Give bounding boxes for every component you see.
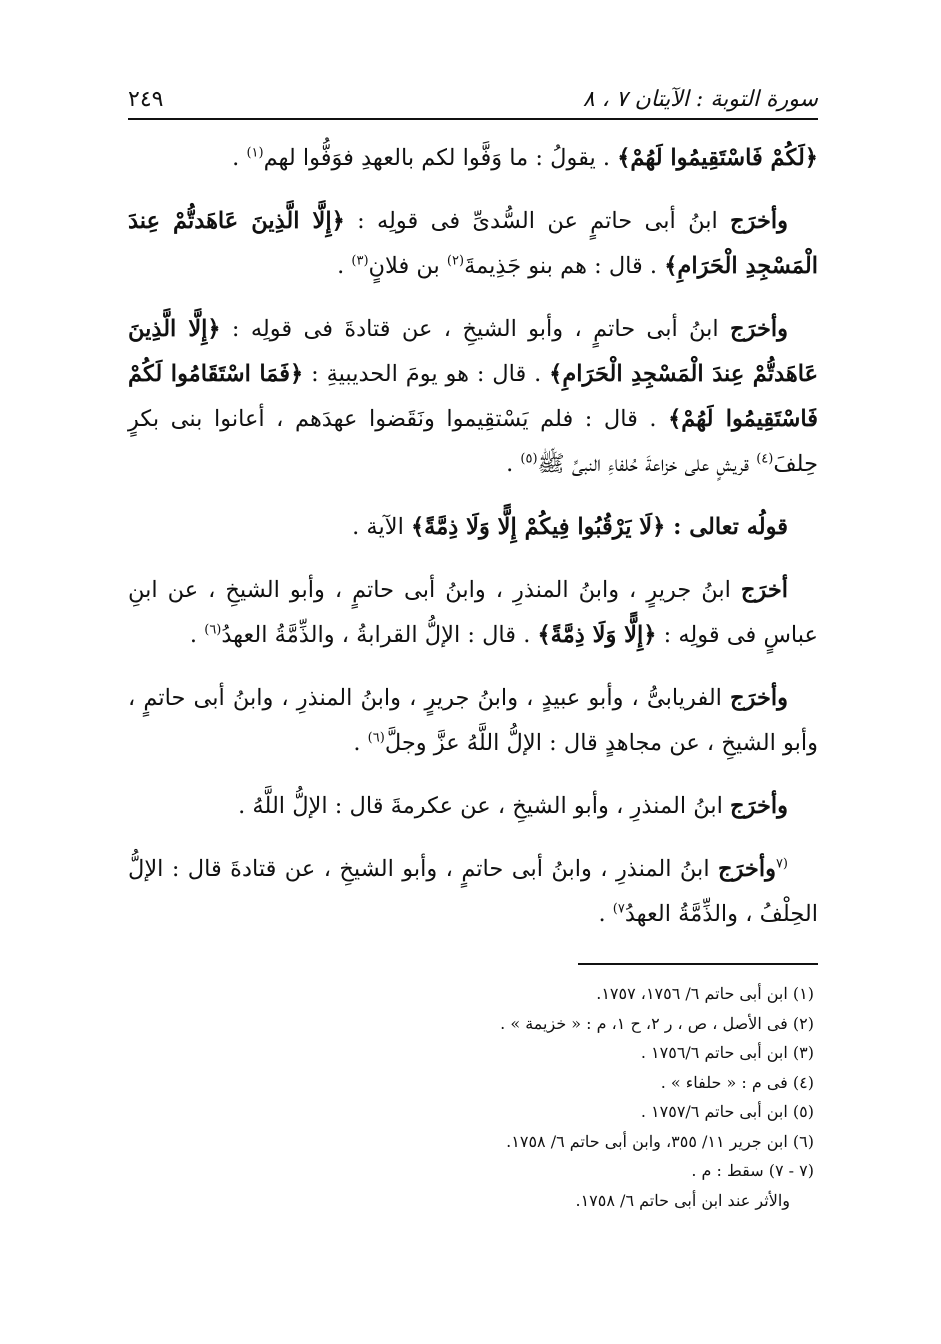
paragraph-lead: قولُه تعالى : (665, 514, 788, 540)
running-header (128, 70, 818, 112)
paragraph-end: . (506, 451, 521, 477)
footnote-ref: (٢) (446, 253, 465, 269)
footnote: (٤) فى م : « حلفاء » . (660, 1072, 814, 1092)
paragraph-text: . قال : هم بنو جَذِيمةَ (464, 253, 665, 279)
quran-verse: ﴿إِلَّا الَّذِينَ عَاهَدتُّمْ عِندَ الْمَسْجِدِ الْحَرَامِ﴾ (128, 208, 818, 279)
footnote-ref: (٦) (367, 730, 385, 746)
footnote: (٥) ابن أبى حاتم ١٧٥٧/٦ . (640, 1102, 814, 1121)
paragraph-text: . قال : الإلُّ القرابةُ ، والذِّمَّةُ العهدُ (221, 622, 538, 648)
footnote: (٦) ابن جرير ١١/ ٣٥٥، وابن أبى حاتم ٦/ ١٧٥٨. (506, 1131, 814, 1151)
footnote: (٣) ابن أبى حاتم ١٧٥٦/٦ . (640, 1043, 814, 1062)
footnote-ref: (٥) (520, 451, 538, 467)
paragraph-text: ابنُ المنذرِ ، وابنُ أبى حاتمٍ ، وأبو الشيخِ ، عن قتادةَ قال : الإلُّ الحِلْفُ ، والذِّمَّةُ العهدُ (128, 856, 818, 927)
main-text (128, 136, 818, 937)
paragraph (128, 676, 818, 766)
paragraph (128, 568, 818, 658)
footnote: (١) ابن أبى حاتم ٦/ ١٧٥٦، ١٧٥٧. (596, 984, 814, 1003)
footnote: (٧ - ٧) سقط : م . (691, 1161, 814, 1180)
quran-verse: ﴿إِلَّا الَّذِينَ عَاهَدتُّمْ عِندَ الْمَسْجِدِ الْحَرَامِ﴾ (128, 316, 818, 387)
footnote-ref: (٦) (204, 622, 222, 638)
paragraph-text: قريشٍ على خزاعةَ حُلفاءِ النبىِّ ﷺ (537, 451, 757, 477)
paragraph (128, 199, 818, 289)
paragraph-text: . يقولُ : ما وَفَّوا لكم بالعهدِ فوَفُّوا لهم (263, 145, 618, 171)
paragraph-text: ابنُ أبى حاتمٍ عن السُّدىِّ فى قولِه : (344, 208, 731, 234)
footnote: والأثر عند ابن أبى حاتم ٦/ ١٧٥٨. (575, 1190, 790, 1210)
paragraph (128, 136, 818, 181)
quran-verse: ﴿لَا يَرْقُبُوا فِيكُمْ إِلًّا وَلَا ذِمَّةً﴾ (410, 514, 666, 540)
paragraph-text: . قال : هو يومَ الحديبيةِ : (303, 361, 550, 387)
page-number: ٢٤٩ (128, 87, 164, 112)
paragraph-text: . قال : فلم يَسْتقِيموا ونَقَضوا عهدَهم ، أعانوا بنى بكرٍ حِلفَ (128, 406, 818, 477)
paragraph-end: . (232, 145, 247, 171)
paragraph-lead: وأخرَج (730, 685, 788, 711)
paragraph (128, 847, 818, 937)
paragraph-text: ابنُ المنذرِ ، وأبو الشيخِ ، عن عكرمةَ قال : الإلُّ اللَّهُ . (238, 793, 731, 819)
footnote-ref: (١) (246, 145, 264, 161)
paragraph-text: الفريابىُّ ، وأبو عبيدٍ ، وابنُ جريرٍ ، وابنُ المنذرِ ، وابنُ أبى حاتمٍ ، وأبو الشيخِ ، عن مجاهدٍ قال : الإلُّ اللَّهُ عزَّ وجلَّ (128, 685, 818, 756)
paragraph-end: . (337, 253, 352, 279)
paragraph-end: . (353, 730, 368, 756)
paragraph-lead: وأخرَج (730, 316, 788, 342)
paragraph-lead: أخرَج (740, 577, 788, 603)
paragraph-lead: وأخرَج (730, 208, 788, 234)
footnote-ref-open: (٧ (775, 856, 788, 872)
paragraph-text: ابنُ جريرٍ ، وابنُ المنذرِ ، وابنُ أبى حاتمٍ ، وأبو الشيخِ ، عن ابنِ عباسٍ فى قولِه : (128, 577, 818, 648)
footnotes (128, 979, 818, 1215)
paragraph-lead: وأخرَج (717, 856, 776, 882)
paragraph-text: بن فلانٍ (368, 253, 447, 279)
quran-verse: ﴿لَكُمْ فَاسْتَقِيمُوا لَهُمْ﴾ (617, 145, 818, 171)
paragraph (128, 307, 818, 487)
header-rule (128, 118, 818, 120)
surah-title: سورة التوبة : الآيتان ٧ ، ٨ (582, 87, 818, 112)
footnote-ref-close: ٧) (612, 901, 625, 917)
quran-verse: ﴿فَمَا اسْتَقَامُوا لَكُمْ فَاسْتَقِيمُوا لَهُمْ﴾ (128, 361, 818, 432)
paragraph-end: . (598, 901, 613, 927)
paragraph-lead: وأخرَج (730, 793, 788, 819)
quran-verse: ﴿إِلًّا وَلَا ذِمَّةً﴾ (537, 622, 657, 648)
paragraph-end: . (189, 622, 205, 648)
section-heading (128, 505, 818, 550)
book-page (128, 70, 818, 1320)
paragraph-text: ابنُ أبى حاتمٍ ، وأبو الشيخِ ، عن قتادةَ فى قولِه : (220, 316, 731, 342)
paragraph (128, 784, 818, 829)
footnote-ref: (٤) (756, 451, 774, 467)
footnote-rule (578, 963, 818, 965)
paragraph-end: الآية . (352, 514, 411, 540)
footnote: (٢) فى الأصل ، ص ، ر ٢، ح ١، م : « خزيمة » . (500, 1013, 814, 1033)
footnote-ref: (٣) (351, 253, 369, 269)
